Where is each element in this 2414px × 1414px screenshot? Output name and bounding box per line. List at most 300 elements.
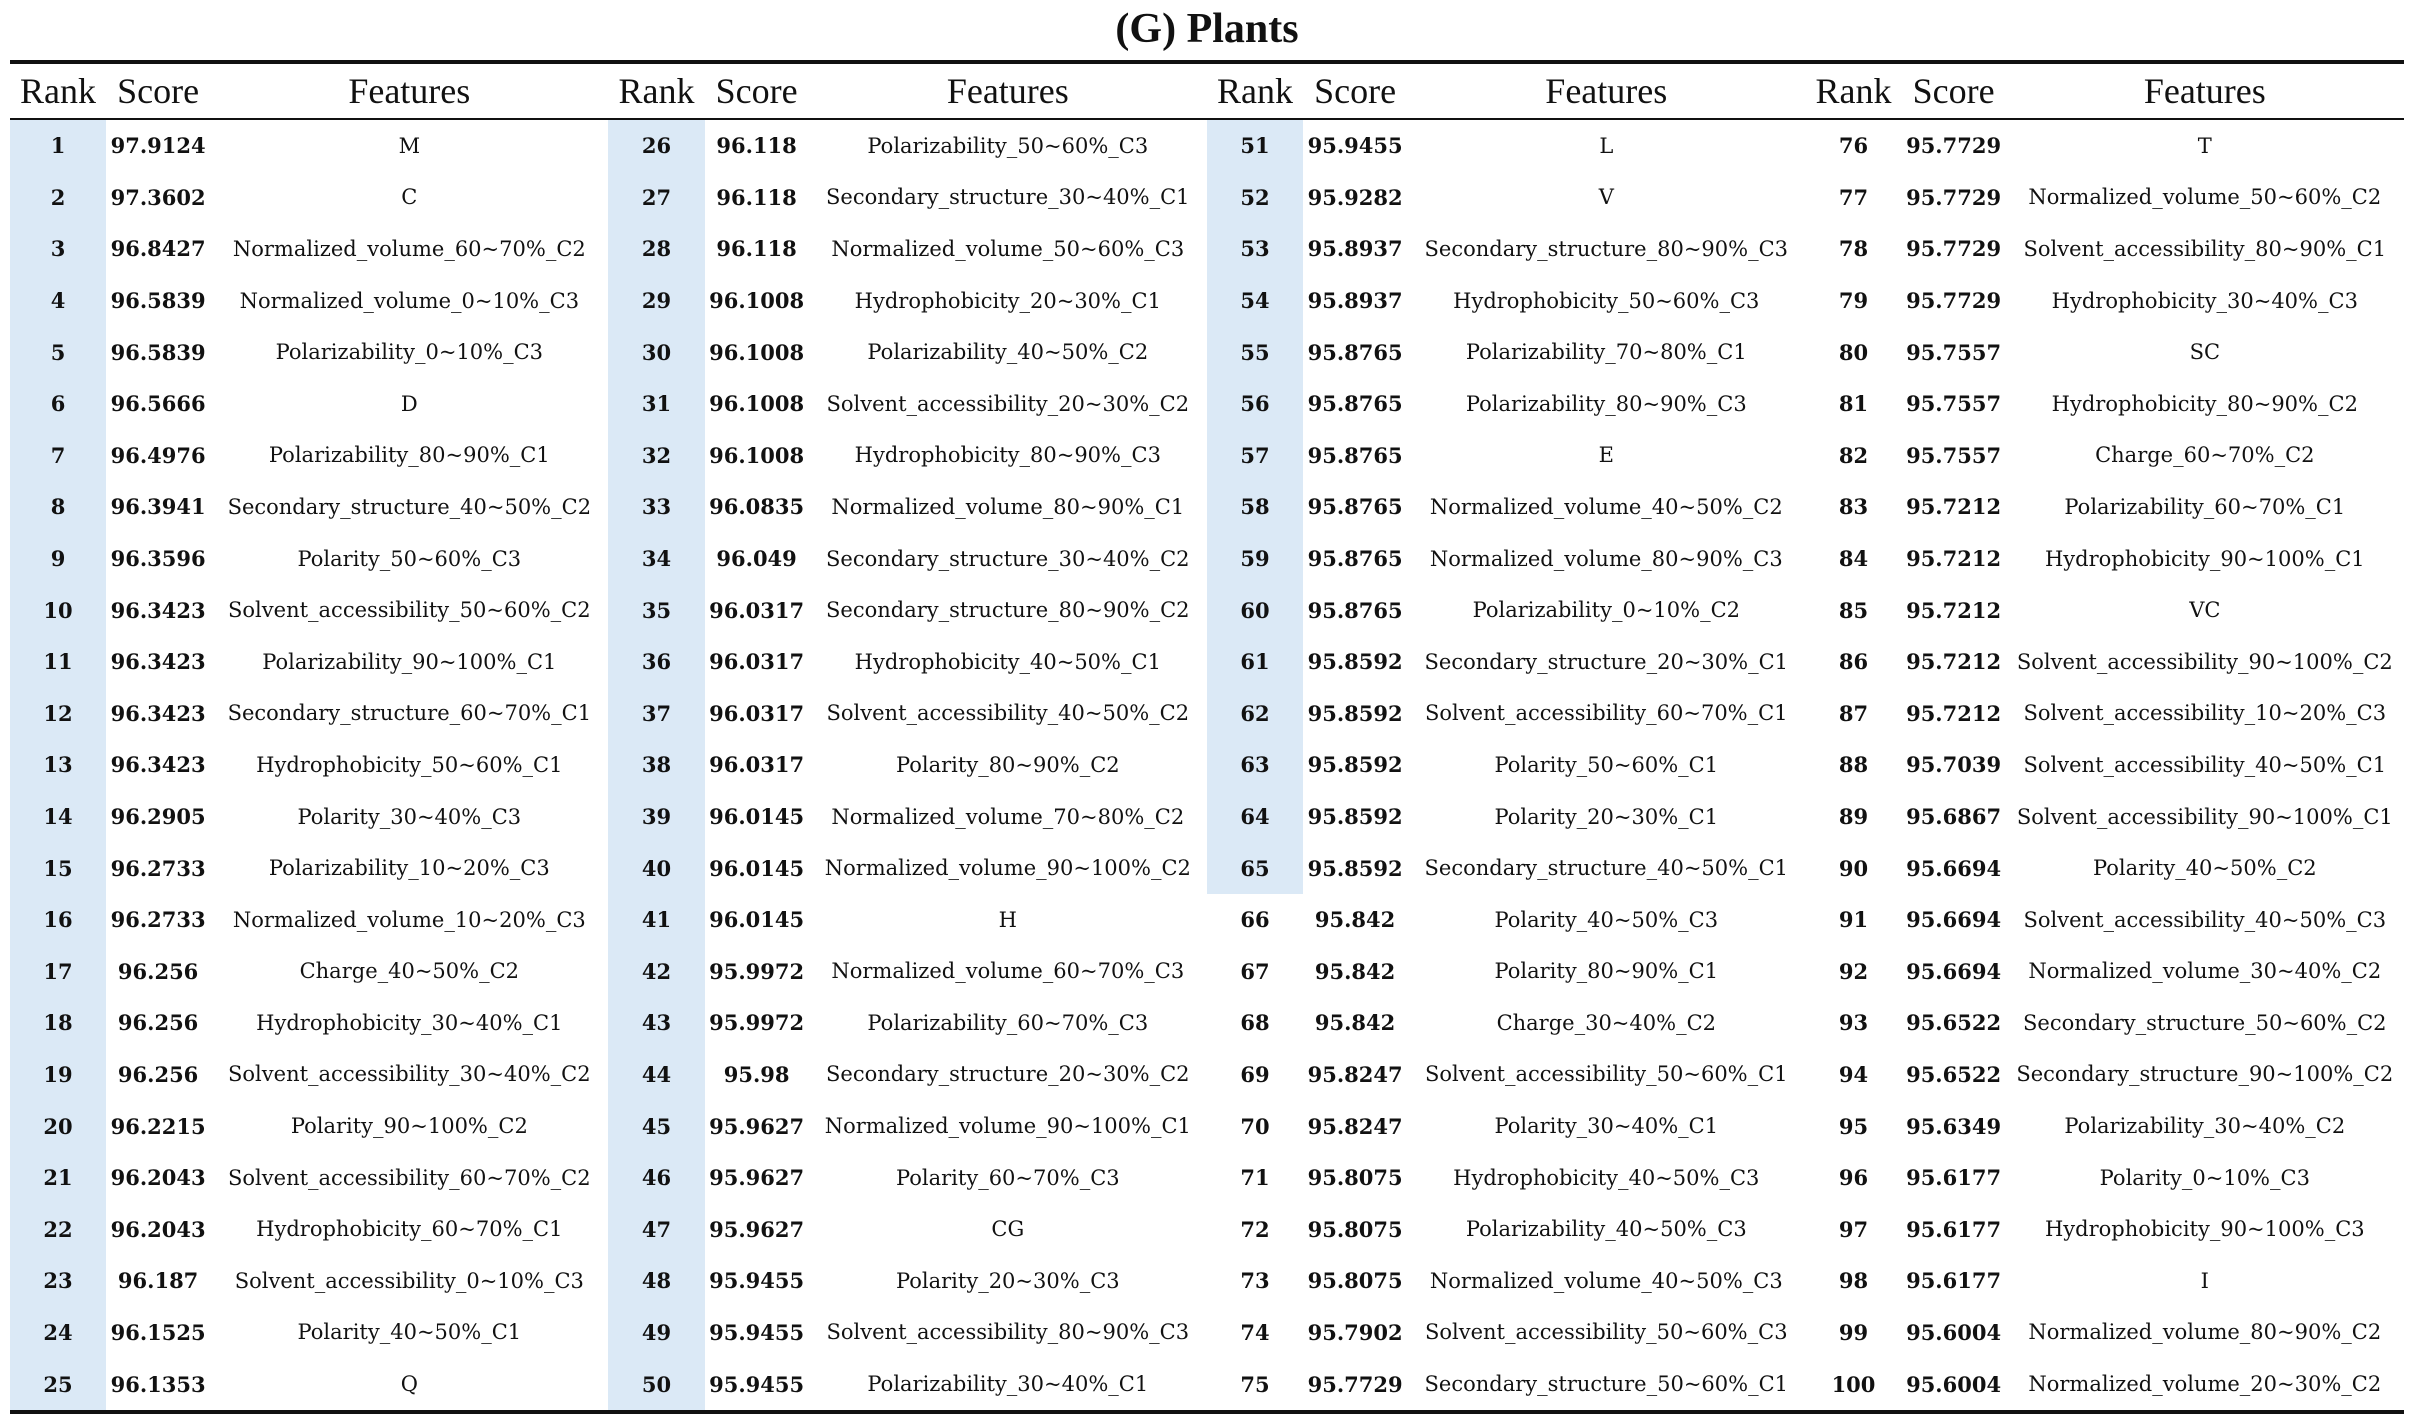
rank-cell: 75 <box>1207 1358 1303 1412</box>
table-row <box>10 430 2404 482</box>
rank-cell: 21 <box>10 1152 106 1204</box>
rank-cell: 14 <box>10 791 106 843</box>
score-cell: 95.842 <box>1314 958 1396 984</box>
rank-cell: 24 <box>10 1307 106 1359</box>
feature-cell: V <box>1598 185 1614 210</box>
rank-cell: 71 <box>1240 1165 1270 1191</box>
feature-cell: Solvent_accessibility_60~70%_C2 <box>228 1165 591 1190</box>
rank-cell: 56 <box>1207 378 1303 430</box>
rank-cell: 81 <box>1838 391 1869 417</box>
column-header-rank: Rank <box>1207 62 1303 119</box>
rank-cell: 67 <box>1240 958 1270 984</box>
score-cell: 95.7557 <box>1906 339 2002 365</box>
rank-cell: 94 <box>1838 1061 1869 1087</box>
rank-cell: 59 <box>1207 533 1303 585</box>
rank-cell: 25 <box>10 1358 106 1412</box>
score-cell: 96.2215 <box>110 1113 206 1139</box>
score-cell: 95.8075 <box>1307 1216 1403 1242</box>
feature-cell: Solvent_accessibility_40~50%_C1 <box>2023 752 2387 777</box>
feature-cell: Hydrophobicity_30~40%_C3 <box>2051 288 2358 313</box>
table-row <box>10 1152 2404 1204</box>
table-row <box>10 1049 2404 1101</box>
score-cell: 95.9627 <box>709 1165 805 1191</box>
rank-cell: 53 <box>1207 223 1303 275</box>
score-cell: 95.7212 <box>1906 649 2002 675</box>
rank-cell: 48 <box>608 1255 704 1307</box>
column-header-rank: Rank <box>10 62 106 119</box>
feature-cell: Solvent_accessibility_40~50%_C3 <box>2023 907 2387 932</box>
rank-cell: 13 <box>10 739 106 791</box>
score-cell: 95.9455 <box>709 1268 805 1294</box>
feature-cell: Polarizability_90~100%_C1 <box>262 649 557 674</box>
rank-cell: 52 <box>1207 172 1303 224</box>
column-header-features: Features <box>1407 62 1805 119</box>
rank-cell: 72 <box>1240 1216 1270 1242</box>
rank-cell: 55 <box>1207 326 1303 378</box>
table-row <box>10 119 2404 172</box>
score-cell: 96.3596 <box>110 546 206 572</box>
score-cell: 95.8075 <box>1307 1165 1403 1191</box>
score-cell: 95.8247 <box>1307 1113 1403 1139</box>
feature-cell: Normalized_volume_80~90%_C1 <box>831 494 1185 519</box>
score-cell: 95.6522 <box>1906 1061 2002 1087</box>
rank-cell: 40 <box>608 842 704 894</box>
score-cell: 95.7212 <box>1906 494 2002 520</box>
table-row <box>10 791 2404 843</box>
score-cell: 95.6694 <box>1906 907 2002 933</box>
feature-cell: Polarizability_10~20%_C3 <box>268 856 550 881</box>
rank-cell: 37 <box>608 688 704 740</box>
score-cell: 95.9972 <box>709 1010 805 1036</box>
rank-cell: 70 <box>1240 1113 1270 1139</box>
feature-cell: Secondary_structure_30~40%_C1 <box>826 185 1190 210</box>
feature-cell: Hydrophobicity_40~50%_C1 <box>854 649 1161 674</box>
table-row <box>10 1358 2404 1412</box>
table-row <box>10 378 2404 430</box>
rank-cell: 99 <box>1838 1319 1869 1345</box>
feature-cell: Polarity_80~90%_C2 <box>895 752 1120 777</box>
feature-cell: T <box>2197 133 2212 158</box>
feature-cell: Polarizability_0~10%_C2 <box>1472 598 1741 623</box>
score-cell: 95.8075 <box>1307 1268 1403 1294</box>
rank-cell: 2 <box>10 172 106 224</box>
rank-cell: 3 <box>10 223 106 275</box>
feature-cell: Q <box>210 1358 608 1412</box>
feature-cell: Normalized_volume_60~70%_C3 <box>831 959 1185 984</box>
score-cell: 95.8765 <box>1307 597 1403 623</box>
feature-cell: Hydrophobicity_30~40%_C1 <box>256 1010 563 1035</box>
table-row <box>10 172 2404 224</box>
feature-cell: Solvent_accessibility_0~10%_C3 <box>234 1268 584 1293</box>
feature-cell: SC <box>2189 340 2221 365</box>
score-cell: 95.8937 <box>1307 236 1403 262</box>
score-cell: 96.3423 <box>110 752 206 778</box>
feature-cell: Secondary_structure_20~30%_C2 <box>826 1062 1190 1087</box>
feature-cell: Polarity_20~30%_C1 <box>1494 804 1719 829</box>
rank-cell: 84 <box>1838 546 1869 572</box>
rank-cell: 85 <box>1838 597 1869 623</box>
score-cell: 95.7212 <box>1906 546 2002 572</box>
score-cell: 96.187 <box>117 1268 199 1294</box>
feature-cell: Solvent_accessibility_80~90%_C1 <box>2023 236 2387 261</box>
feature-cell: Solvent_accessibility_50~60%_C3 <box>1425 1320 1788 1345</box>
feature-cell: Solvent_accessibility_20~30%_C2 <box>826 391 1190 416</box>
feature-cell: Secondary_structure_90~100%_C2 <box>2016 1062 2394 1087</box>
rank-cell: 16 <box>10 894 106 946</box>
feature-cell: Charge_60~70%_C2 <box>2095 443 2315 468</box>
rank-cell: 93 <box>1838 1010 1869 1036</box>
feature-cell: Hydrophobicity_80~90%_C2 <box>2051 391 2358 416</box>
feature-cell: Polarizability_40~50%_C2 <box>867 340 1149 365</box>
feature-cell: Secondary_structure_30~40%_C2 <box>826 546 1190 571</box>
score-cell: 95.6867 <box>1906 804 2002 830</box>
score-cell: 95.8765 <box>1307 339 1403 365</box>
rank-cell: 30 <box>608 326 704 378</box>
rank-cell: 35 <box>608 584 704 636</box>
rank-cell: 42 <box>608 946 704 998</box>
feature-cell: Polarity_0~10%_C3 <box>2099 1165 2310 1190</box>
feature-cell: Normalized_volume_60~70%_C2 <box>232 236 586 261</box>
table-body <box>10 119 2404 1412</box>
table-row <box>10 997 2404 1049</box>
feature-cell: Normalized_volume_20~30%_C2 <box>2006 1358 2404 1412</box>
feature-cell: Solvent_accessibility_80~90%_C3 <box>826 1320 1190 1345</box>
score-cell: 96.3423 <box>110 597 206 623</box>
table-row <box>10 739 2404 791</box>
feature-cell: Polarizability_70~80%_C1 <box>1465 340 1747 365</box>
feature-cell: M <box>398 133 421 158</box>
feature-cell: Secondary_structure_50~60%_C2 <box>2023 1010 2387 1035</box>
score-cell: 95.7729 <box>1906 288 2002 314</box>
score-cell: 95.9627 <box>709 1113 805 1139</box>
score-cell: 95.8765 <box>1307 391 1403 417</box>
score-cell: 96.256 <box>117 1061 199 1087</box>
feature-cell: Polarity_50~60%_C1 <box>1494 752 1719 777</box>
rank-cell: 64 <box>1207 791 1303 843</box>
feature-cell: Solvent_accessibility_50~60%_C2 <box>228 598 591 623</box>
rank-cell: 27 <box>608 172 704 224</box>
score-cell: 96.0145 <box>709 855 805 881</box>
score-cell: 96.2733 <box>110 907 206 933</box>
rank-cell: 98 <box>1838 1268 1869 1294</box>
feature-cell: Polarizability_30~40%_C2 <box>2064 1114 2346 1139</box>
rank-cell: 32 <box>608 430 704 482</box>
score-cell: 95.7729 <box>1906 184 2002 210</box>
score-cell: 95.7212 <box>1906 597 2002 623</box>
score-cell: 95.6522 <box>1906 1010 2002 1036</box>
rank-cell: 41 <box>608 894 704 946</box>
feature-cell: Normalized_volume_50~60%_C2 <box>2028 185 2382 210</box>
score-cell: 95.9282 <box>1307 184 1403 210</box>
feature-cell: Hydrophobicity_60~70%_C1 <box>256 1217 563 1242</box>
feature-cell: Polarizability_50~60%_C3 <box>867 133 1149 158</box>
score-cell: 96.256 <box>117 1010 199 1036</box>
table-row <box>10 688 2404 740</box>
rank-cell: 9 <box>10 533 106 585</box>
score-cell: 95.8592 <box>1307 752 1403 778</box>
score-cell: 95.8592 <box>1307 855 1403 881</box>
score-cell: 96.8427 <box>110 236 206 262</box>
score-cell: 95.6694 <box>1906 855 2002 881</box>
score-cell: 97.9124 <box>110 133 206 159</box>
table-row <box>10 533 2404 585</box>
feature-cell: H <box>998 907 1017 932</box>
feature-ranking-table <box>10 60 2404 1414</box>
score-cell: 96.0317 <box>709 597 805 623</box>
feature-cell: Polarity_50~60%_C3 <box>297 546 522 571</box>
feature-cell: Polarity_40~50%_C3 <box>1494 907 1719 932</box>
rank-cell: 79 <box>1838 288 1869 314</box>
score-cell: 95.9455 <box>705 1358 809 1412</box>
rank-cell: 12 <box>10 688 106 740</box>
rank-cell: 4 <box>10 275 106 327</box>
rank-cell: 22 <box>10 1203 106 1255</box>
feature-cell: L <box>1599 133 1614 158</box>
column-header-rank: Rank <box>1805 62 1901 119</box>
feature-cell: Polarizability_40~50%_C3 <box>1465 1217 1747 1242</box>
score-cell: 95.8247 <box>1307 1061 1403 1087</box>
rank-cell: 91 <box>1838 907 1869 933</box>
rank-cell: 50 <box>608 1358 704 1412</box>
score-cell: 95.6177 <box>1906 1268 2002 1294</box>
score-cell: 95.6004 <box>1906 1319 2002 1345</box>
rank-cell: 96 <box>1838 1165 1869 1191</box>
rank-cell: 100 <box>1805 1358 1901 1412</box>
feature-cell: D <box>400 391 418 416</box>
rank-cell: 23 <box>10 1255 106 1307</box>
rank-cell: 78 <box>1838 236 1869 262</box>
rank-cell: 17 <box>10 946 106 998</box>
score-cell: 95.9455 <box>1307 133 1403 159</box>
table-row <box>10 275 2404 327</box>
score-cell: 96.0145 <box>709 804 805 830</box>
feature-cell: Polarizability_30~40%_C1 <box>809 1358 1207 1412</box>
table-row <box>10 584 2404 636</box>
rank-cell: 26 <box>608 119 704 172</box>
feature-cell: Hydrophobicity_50~60%_C3 <box>1453 288 1760 313</box>
feature-cell: Normalized_volume_10~20%_C3 <box>232 907 586 932</box>
rank-cell: 69 <box>1240 1061 1270 1087</box>
score-cell: 95.8765 <box>1307 546 1403 572</box>
score-cell: 95.6694 <box>1906 958 2002 984</box>
rank-cell: 28 <box>608 223 704 275</box>
feature-cell: Secondary_structure_50~60%_C1 <box>1407 1358 1805 1412</box>
table-row <box>10 326 2404 378</box>
score-cell: 95.7729 <box>1906 133 2002 159</box>
feature-cell: Hydrophobicity_20~30%_C1 <box>854 288 1161 313</box>
rank-cell: 7 <box>10 430 106 482</box>
feature-cell: Secondary_structure_80~90%_C3 <box>1424 236 1789 261</box>
ranking-table-container <box>10 60 2404 1414</box>
score-cell: 96.256 <box>117 958 199 984</box>
rank-cell: 80 <box>1838 339 1869 365</box>
rank-cell: 76 <box>1838 133 1869 159</box>
rank-cell: 82 <box>1838 442 1869 468</box>
column-header-rank: Rank <box>608 62 704 119</box>
rank-cell: 66 <box>1240 907 1270 933</box>
rank-cell: 61 <box>1207 636 1303 688</box>
feature-cell: Secondary_structure_40~50%_C1 <box>1424 856 1789 881</box>
score-cell: 95.6349 <box>1906 1113 2002 1139</box>
feature-cell: VC <box>2189 598 2221 623</box>
rank-cell: 87 <box>1838 700 1869 726</box>
rank-cell: 97 <box>1838 1216 1869 1242</box>
score-cell: 96.1525 <box>110 1319 206 1345</box>
table-row <box>10 1255 2404 1307</box>
score-cell: 96.118 <box>716 184 797 210</box>
feature-cell: Polarizability_80~90%_C1 <box>268 443 550 468</box>
feature-cell: Polarity_40~50%_C2 <box>2092 856 2317 881</box>
feature-cell: C <box>401 185 418 210</box>
score-cell: 96.5839 <box>110 339 206 365</box>
rank-cell: 11 <box>10 636 106 688</box>
rank-cell: 62 <box>1207 688 1303 740</box>
feature-cell: I <box>2200 1268 2209 1293</box>
feature-cell: Polarizability_60~70%_C1 <box>2064 494 2346 519</box>
feature-cell: Secondary_structure_80~90%_C2 <box>826 598 1190 623</box>
score-cell: 95.7212 <box>1906 700 2002 726</box>
column-header-features: Features <box>210 62 608 119</box>
rank-cell: 10 <box>10 584 106 636</box>
feature-cell: Normalized_volume_70~80%_C2 <box>831 804 1185 829</box>
rank-cell: 89 <box>1838 804 1869 830</box>
rank-cell: 15 <box>10 842 106 894</box>
feature-cell: Hydrophobicity_50~60%_C1 <box>256 752 563 777</box>
column-header-score: Score <box>705 62 809 119</box>
feature-cell: Polarity_90~100%_C2 <box>290 1114 528 1139</box>
feature-cell: Polarity_20~30%_C3 <box>895 1268 1120 1293</box>
table-row <box>10 894 2404 946</box>
rank-cell: 34 <box>608 533 704 585</box>
column-header-score: Score <box>1303 62 1407 119</box>
score-cell: 96.2043 <box>110 1165 206 1191</box>
rank-cell: 58 <box>1207 481 1303 533</box>
rank-cell: 63 <box>1207 739 1303 791</box>
rank-cell: 65 <box>1207 842 1303 894</box>
score-cell: 95.8765 <box>1307 494 1403 520</box>
score-cell: 95.7039 <box>1906 752 2002 778</box>
score-cell: 96.4976 <box>110 442 206 468</box>
rank-cell: 88 <box>1838 752 1869 778</box>
feature-cell: CG <box>991 1217 1025 1242</box>
score-cell: 96.0317 <box>709 649 805 675</box>
score-cell: 96.3423 <box>110 700 206 726</box>
feature-cell: Solvent_accessibility_10~20%_C3 <box>2023 701 2387 726</box>
feature-cell: Charge_30~40%_C2 <box>1496 1010 1717 1035</box>
rank-cell: 54 <box>1207 275 1303 327</box>
feature-cell: Normalized_volume_40~50%_C2 <box>1429 494 1783 519</box>
rank-cell: 44 <box>608 1049 704 1101</box>
score-cell: 96.0145 <box>709 907 805 933</box>
score-cell: 95.9455 <box>709 1319 805 1345</box>
rank-cell: 45 <box>608 1100 704 1152</box>
score-cell: 96.118 <box>716 236 797 262</box>
rank-cell: 5 <box>10 326 106 378</box>
rank-cell: 92 <box>1838 958 1869 984</box>
table-row <box>10 1100 2404 1152</box>
table-row <box>10 481 2404 533</box>
score-cell: 95.7557 <box>1906 391 2002 417</box>
table-row <box>10 223 2404 275</box>
score-cell: 95.9972 <box>709 958 805 984</box>
score-cell: 95.6177 <box>1906 1165 2002 1191</box>
score-cell: 96.0317 <box>709 700 805 726</box>
feature-cell: Normalized_volume_0~10%_C3 <box>239 288 580 313</box>
feature-cell: Polarizability_0~10%_C3 <box>275 340 544 365</box>
score-cell: 95.7729 <box>1303 1358 1407 1412</box>
feature-cell: Hydrophobicity_90~100%_C3 <box>2044 1217 2365 1242</box>
score-cell: 96.3941 <box>110 494 206 520</box>
score-cell: 95.8765 <box>1307 442 1403 468</box>
score-cell: 96.0317 <box>709 752 805 778</box>
feature-cell: Normalized_volume_80~90%_C2 <box>2028 1320 2382 1345</box>
score-cell: 96.2733 <box>110 855 206 881</box>
score-cell: 96.5666 <box>110 391 206 417</box>
score-cell: 95.9627 <box>709 1216 805 1242</box>
rank-cell: 77 <box>1838 184 1869 210</box>
score-cell: 96.2043 <box>110 1216 206 1242</box>
score-cell: 96.1008 <box>709 391 805 417</box>
rank-cell: 86 <box>1838 649 1869 675</box>
rank-cell: 74 <box>1240 1319 1270 1345</box>
score-cell: 95.842 <box>1314 907 1396 933</box>
feature-cell: Polarizability_60~70%_C3 <box>867 1010 1149 1035</box>
feature-cell: Hydrophobicity_90~100%_C1 <box>2044 546 2365 571</box>
feature-cell: E <box>1598 443 1614 468</box>
feature-cell: Solvent_accessibility_60~70%_C1 <box>1425 701 1788 726</box>
table-row <box>10 1307 2404 1359</box>
feature-cell: Normalized_volume_80~90%_C3 <box>1429 546 1783 571</box>
feature-cell: Polarity_30~40%_C3 <box>297 804 522 829</box>
rank-cell: 46 <box>608 1152 704 1204</box>
rank-cell: 29 <box>608 275 704 327</box>
feature-cell: Polarity_60~70%_C3 <box>895 1165 1120 1190</box>
rank-cell: 18 <box>10 997 106 1049</box>
feature-cell: Polarity_30~40%_C1 <box>1494 1114 1719 1139</box>
score-cell: 97.3602 <box>110 184 206 210</box>
table-title: (G) Plants <box>1115 6 1299 52</box>
rank-cell: 95 <box>1838 1113 1869 1139</box>
feature-cell: Normalized_volume_40~50%_C3 <box>1429 1268 1783 1293</box>
feature-cell: Polarity_80~90%_C1 <box>1494 959 1719 984</box>
rank-cell: 51 <box>1207 119 1303 172</box>
rank-cell: 49 <box>608 1307 704 1359</box>
column-header-features: Features <box>2006 62 2404 119</box>
rank-cell: 90 <box>1838 855 1869 881</box>
rank-cell: 83 <box>1838 494 1869 520</box>
score-cell: 96.1008 <box>709 288 805 314</box>
score-cell: 95.6177 <box>1906 1216 2002 1242</box>
rank-cell: 36 <box>608 636 704 688</box>
score-cell: 96.2905 <box>110 804 206 830</box>
feature-cell: Solvent_accessibility_50~60%_C1 <box>1425 1062 1788 1087</box>
rank-cell: 6 <box>10 378 106 430</box>
feature-cell: Hydrophobicity_80~90%_C3 <box>854 443 1161 468</box>
table-row <box>10 636 2404 688</box>
score-cell: 96.1008 <box>709 339 805 365</box>
score-cell: 95.8592 <box>1307 804 1403 830</box>
feature-cell: Polarity_40~50%_C1 <box>297 1320 522 1345</box>
header-row <box>10 62 2404 119</box>
rank-cell: 60 <box>1207 584 1303 636</box>
score-cell: 96.118 <box>716 133 797 159</box>
column-header-features: Features <box>809 62 1207 119</box>
score-cell: 96.5839 <box>110 288 206 314</box>
score-cell: 95.8592 <box>1307 649 1403 675</box>
rank-cell: 57 <box>1207 430 1303 482</box>
table-row <box>10 842 2404 894</box>
feature-cell: Charge_40~50%_C2 <box>299 959 520 984</box>
